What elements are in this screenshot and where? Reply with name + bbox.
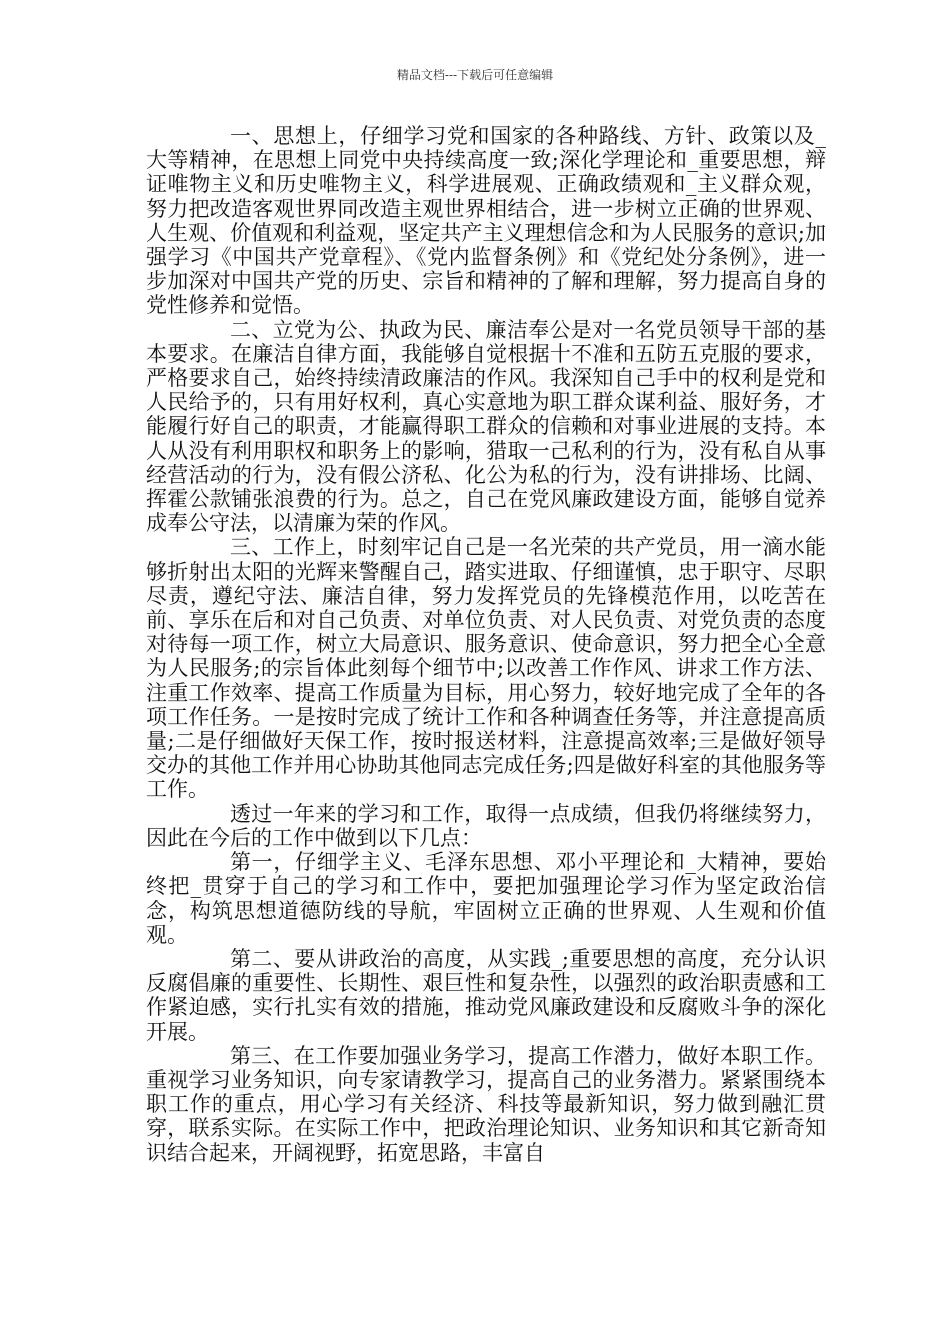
paragraph-2-integrity: 二、立党为公、执政为民、廉洁奉公是对一名党员领导干部的基本要求。在廉洁自律方面，我能够自觉根据十不准和五防五克服的要求，严格要求自己，始终持续清政廉洁的作风。我深知自己手中的权利是党和人民给予的，只有用好权利，真心实意地为职工群众谋利益、服好务，才能履行好自己的职责，才能赢得职工群众的信赖和对事业进展的支持。本人从没有利用职权和职务上的影响，猎取一己私利的行为，没有私自从事经营活动的行为，没有假公济私、化公为私的行为，没有讲排场、比阔、挥霍公款铺张浪费的行为。总之，自己在党风廉政建设方面，能够自觉养成奉公守法，以清廉为荣的作风。 [146, 317, 826, 536]
document-body [146, 124, 826, 1165]
paragraph-6-point-two: 第二、要从讲政治的高度，从实践_;重要思想的高度，充分认识反腐倡廉的重要性、长期性、艰巨性和复杂性，以强烈的政治职责感和工作紧迫感，实行扎实有效的措施，推动党风廉政建设和反腐败斗争的深化开展。 [146, 946, 826, 1044]
page-header: 精品文档---下载后可任意编辑 [396, 68, 554, 82]
paragraph-1-ideology: 一、思想上，仔细学习党和国家的各种路线、方针、政策以及_大等精神，在思想上同党中央持续高度一致;深化学理论和_重要思想，辩证唯物主义和历史唯物主义，科学进展观、正确政绩观和_主义群众观，努力把改造客观世界同改造主观世界相结合，进一步树立正确的世界观、人生观、价值观和利益观，坚定共产主义理想信念和为人民服务的意识;加强学习《中国共产党章程》、《党内监督条例》和《党纪处分条例》，进一步加深对中国共产党的历史、宗旨和精神的了解和理解，努力提高自身的党性修养和觉悟。 [146, 124, 826, 318]
paragraph-4-summary: 透过一年来的学习和工作，取得一点成绩，但我仍将继续努力，因此在今后的工作中做到以下几点： [146, 801, 826, 850]
paragraph-5-point-one: 第一，仔细学主义、毛泽东思想、邓小平理论和_大精神，要始终把_贯穿于自己的学习和工作中，要把加强理论学习作为坚定政治信念，构筑思想道德防线的导航，牢固树立正确的世界观、人生观和价值观。 [146, 850, 826, 947]
paragraph-3-work: 三、工作上，时刻牢记自己是一名光荣的共产党员，用一滴水能够折射出太阳的光辉来警醒自己，踏实进取、仔细谨慎，忠于职守、尽职尽责，遵纪守法、廉洁自律，努力发挥党员的先锋模范作用，以吃苦在前、享乐在后和对自己负责、对单位负责、对人民负责、对党负责的态度对待每一项工作，树立大局意识、服务意识、使命意识，努力把全心全意为人民服务;的宗旨体此刻每个细节中;以改善工作作风、讲求工作方法、注重工作效率、提高工作质量为目标，用心努力，较好地完成了全年的各项工作任务。一是按时完成了统计工作和各种调查任务等，并注意提高质量;二是仔细做好天保工作，按时报送材料，注意提高效率;三是做好领导交办的其他工作并用心协助其他同志完成任务;四是做好科室的其他服务等工作。 [146, 535, 826, 802]
paragraph-7-point-three: 第三、在工作要加强业务学习，提高工作潜力，做好本职工作。重视学习业务知识，向专家请教学习，提高自己的业务潜力。紧紧围绕本职工作的重点，用心学习有关经济、科技等最新知识，努力做到融汇贯穿，联系实际。在实际工作中，把政治理论知识、业务知识和其它新奇知识结合起来，开阔视野，拓宽思路，丰富自 [146, 1043, 826, 1165]
